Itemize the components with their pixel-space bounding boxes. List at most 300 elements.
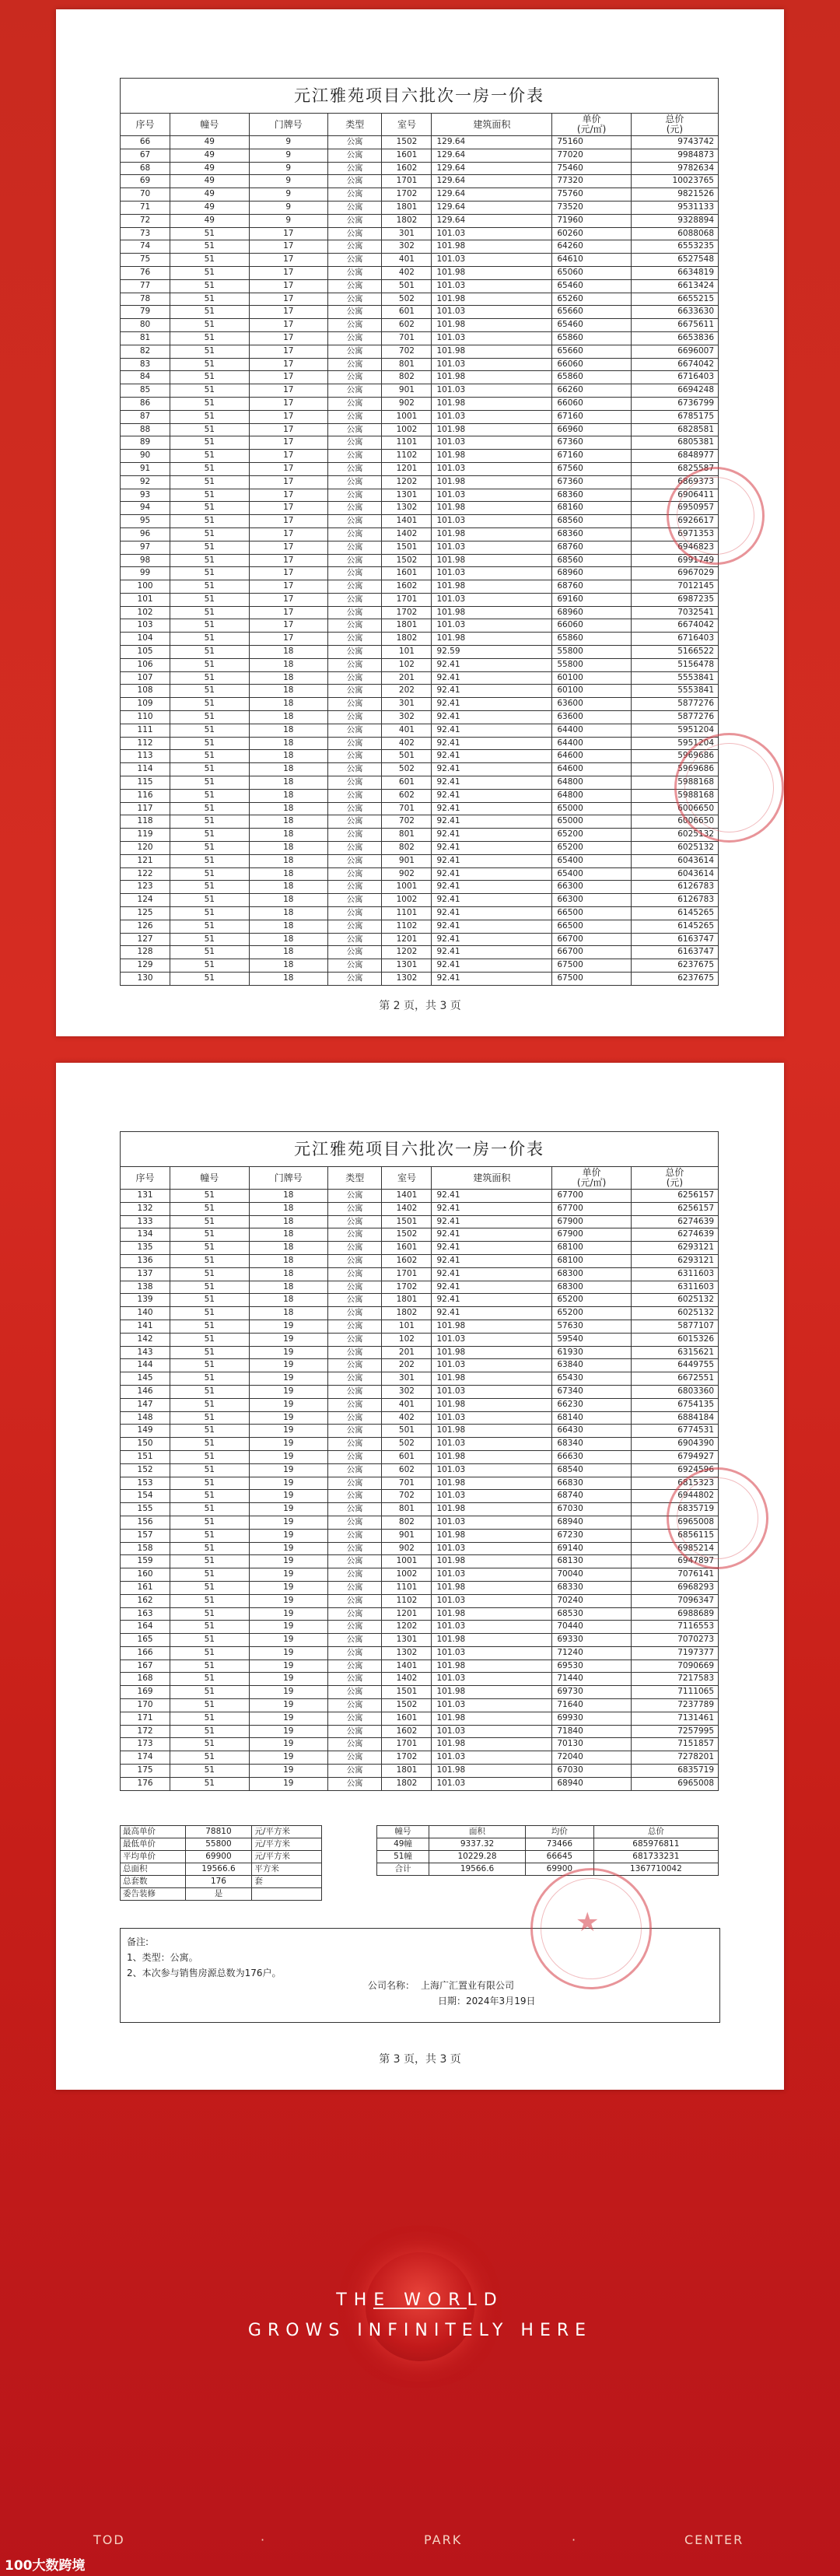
table-cell: 1301 [382, 1634, 432, 1647]
table-cell: 17 [249, 502, 327, 515]
table-cell: 公寓 [327, 397, 381, 410]
summary-cell: 69900 [526, 1863, 594, 1876]
table-cell: 68300 [552, 1281, 631, 1294]
table-cell: 51 [170, 1333, 249, 1346]
table-cell: 17 [249, 293, 327, 306]
table-cell: 6815323 [631, 1477, 718, 1490]
table-cell: 9743742 [631, 136, 718, 149]
table-cell: 51 [170, 737, 249, 750]
table-cell: 5156478 [631, 658, 718, 671]
table-cell: 9531133 [631, 201, 718, 214]
table-cell: 9 [249, 214, 327, 227]
table-cell: 18 [249, 763, 327, 776]
table-cell: 51 [170, 1725, 249, 1738]
table-cell: 19 [249, 1372, 327, 1386]
table-cell: 51 [170, 763, 249, 776]
table-cell: 19 [249, 1359, 327, 1372]
table-cell: 19 [249, 1398, 327, 1411]
company-name: 上海广汇置业有限公司 [421, 1980, 515, 1991]
table-cell: 75 [121, 254, 170, 267]
table-cell: 公寓 [327, 973, 381, 986]
table-cell: 1802 [382, 633, 432, 646]
table-cell: 67030 [552, 1503, 631, 1516]
table-cell: 92.41 [432, 815, 552, 829]
table-cell: 70 [121, 188, 170, 202]
company-label: 公司名称： [368, 1980, 415, 1991]
table-cell: 101.03 [432, 1751, 552, 1765]
table-cell: 6774531 [631, 1425, 718, 1438]
table-cell: 1701 [382, 1738, 432, 1751]
summary-cell: 总套数 [121, 1876, 186, 1888]
table-cell: 57630 [552, 1320, 631, 1333]
table-cell: 68360 [552, 527, 631, 541]
table-cell: 9 [249, 162, 327, 175]
table-cell: 101.03 [432, 1621, 552, 1634]
table-cell: 121 [121, 854, 170, 867]
table-cell: 51 [170, 410, 249, 423]
summary-cell: 73466 [526, 1838, 594, 1851]
table-cell: 149 [121, 1425, 170, 1438]
table-cell: 60260 [552, 227, 631, 240]
table-cell: 6835719 [631, 1503, 718, 1516]
table-cell: 146 [121, 1385, 170, 1398]
table-row [121, 1307, 719, 1320]
table-cell: 6674042 [631, 619, 718, 633]
table-cell: 1801 [382, 1294, 432, 1307]
table-cell: 88 [121, 423, 170, 436]
price-table-1 [120, 78, 719, 986]
table-cell: 7076141 [631, 1568, 718, 1582]
table-cell: 1602 [382, 1725, 432, 1738]
table-cell: 公寓 [327, 1529, 381, 1542]
table-cell: 51 [170, 1542, 249, 1555]
table-cell: 公寓 [327, 293, 381, 306]
table-cell: 150 [121, 1438, 170, 1451]
table-cell: 68360 [552, 489, 631, 502]
table-cell: 402 [382, 1411, 432, 1425]
table-cell: 6043614 [631, 867, 718, 881]
table-cell: 6163747 [631, 933, 718, 946]
table-cell: 71440 [552, 1673, 631, 1686]
table-cell: 68960 [552, 606, 631, 619]
table-row [121, 1503, 719, 1516]
table-row [121, 1594, 719, 1607]
column-header: 建筑面积 [432, 1167, 552, 1190]
table-cell: 51 [170, 658, 249, 671]
table-row [121, 1242, 719, 1255]
table-cell: 19 [249, 1621, 327, 1634]
table-cell: 6965008 [631, 1516, 718, 1529]
table-cell: 124 [121, 894, 170, 907]
table-cell: 151 [121, 1450, 170, 1463]
table-cell: 67230 [552, 1529, 631, 1542]
table-cell: 101.98 [432, 475, 552, 489]
table-cell: 92.41 [432, 907, 552, 920]
table-cell: 51 [170, 776, 249, 790]
table-cell: 51 [170, 1190, 249, 1203]
table-cell: 119 [121, 829, 170, 842]
table-cell: 92.41 [432, 1294, 552, 1307]
table-cell: 51 [170, 646, 249, 659]
summary-cell: 51幢 [377, 1851, 429, 1863]
table-cell: 公寓 [327, 201, 381, 214]
table-cell: 18 [249, 737, 327, 750]
table-cell: 139 [121, 1294, 170, 1307]
table-row [121, 1646, 719, 1660]
table-cell: 公寓 [327, 1281, 381, 1294]
table-cell: 51 [170, 319, 249, 332]
table-cell: 69930 [552, 1712, 631, 1725]
table-cell: 18 [249, 1307, 327, 1320]
table-cell: 101.98 [432, 1529, 552, 1542]
table-cell: 7257995 [631, 1725, 718, 1738]
table-cell: 902 [382, 867, 432, 881]
table-cell: 公寓 [327, 502, 381, 515]
table-cell: 129.64 [432, 149, 552, 162]
table-cell: 173 [121, 1738, 170, 1751]
table-cell: 18 [249, 907, 327, 920]
table-cell: 9 [249, 201, 327, 214]
table-cell: 51 [170, 685, 249, 698]
table-cell: 101.98 [432, 1503, 552, 1516]
table-cell: 66230 [552, 1398, 631, 1411]
table-cell: 51 [170, 254, 249, 267]
table-cell: 153 [121, 1477, 170, 1490]
table-row [121, 254, 719, 267]
table-cell: 65400 [552, 867, 631, 881]
summary-cell: 是 [185, 1888, 252, 1901]
table-cell: 101.98 [432, 1765, 552, 1778]
table-cell: 902 [382, 1542, 432, 1555]
table-cell: 19 [249, 1725, 327, 1738]
summary-cell: 元/平方米 [252, 1838, 322, 1851]
table-cell: 公寓 [327, 1398, 381, 1411]
table-cell: 67900 [552, 1215, 631, 1228]
table-cell: 6696007 [631, 345, 718, 358]
table-row [121, 1333, 719, 1346]
table-cell: 51 [170, 867, 249, 881]
table-cell: 51 [170, 1516, 249, 1529]
table-cell: 17 [249, 489, 327, 502]
summary-cell: 10229.28 [429, 1851, 526, 1863]
column-header: 序号 [121, 114, 170, 136]
table-cell: 101.03 [432, 306, 552, 319]
table-cell: 公寓 [327, 776, 381, 790]
table-cell: 公寓 [327, 854, 381, 867]
table-cell: 5553841 [631, 671, 718, 685]
table-row [121, 1751, 719, 1765]
table-cell: 82 [121, 345, 170, 358]
table-cell: 49 [170, 136, 249, 149]
table-cell: 66700 [552, 933, 631, 946]
table-cell: 159 [121, 1555, 170, 1568]
table-cell: 49 [170, 201, 249, 214]
table-cell: 71640 [552, 1699, 631, 1712]
table-cell: 7012145 [631, 580, 718, 594]
table-cell: 6971353 [631, 527, 718, 541]
summary-cell: 19566.6 [429, 1863, 526, 1876]
table-cell: 147 [121, 1398, 170, 1411]
summary-cell [252, 1888, 322, 1901]
table-cell: 6906411 [631, 489, 718, 502]
table-cell: 172 [121, 1725, 170, 1738]
table-cell: 公寓 [327, 1712, 381, 1725]
table-cell: 6785175 [631, 410, 718, 423]
table-cell: 公寓 [327, 894, 381, 907]
tod-word: TOD [93, 2532, 125, 2547]
table-cell: 101.98 [432, 371, 552, 384]
summary-cell: 最高单价 [121, 1826, 186, 1838]
table-cell: 公寓 [327, 1765, 381, 1778]
table-cell: 18 [249, 685, 327, 698]
table-cell: 51 [170, 279, 249, 293]
table-cell: 101.03 [432, 1646, 552, 1660]
table-cell: 公寓 [327, 515, 381, 528]
table-cell: 公寓 [327, 1673, 381, 1686]
table-cell: 1401 [382, 515, 432, 528]
table-row [121, 1477, 719, 1490]
table-cell: 145 [121, 1372, 170, 1386]
table-cell: 51 [170, 240, 249, 254]
table-cell: 701 [382, 331, 432, 345]
table-cell: 19 [249, 1529, 327, 1542]
table-cell: 6736799 [631, 397, 718, 410]
table-cell: 51 [170, 711, 249, 724]
table-cell: 101.98 [432, 554, 552, 567]
table-cell: 68760 [552, 580, 631, 594]
table-cell: 18 [249, 829, 327, 842]
table-row [121, 711, 719, 724]
tod-word: CENTER [684, 2532, 744, 2547]
table-cell: 101.03 [432, 331, 552, 345]
table-row [121, 1346, 719, 1359]
summary-cell: 1367710042 [593, 1863, 718, 1876]
table-cell: 101.03 [432, 410, 552, 423]
table-cell: 163 [121, 1607, 170, 1621]
table-cell: 51 [170, 1765, 249, 1778]
table-cell: 84 [121, 371, 170, 384]
table-cell: 301 [382, 698, 432, 711]
table-row [121, 802, 719, 815]
table-cell: 公寓 [327, 867, 381, 881]
table-cell: 18 [249, 959, 327, 973]
table-cell: 63600 [552, 698, 631, 711]
table-cell: 101.03 [432, 1673, 552, 1686]
table-cell: 公寓 [327, 1477, 381, 1490]
table-cell: 1401 [382, 1660, 432, 1673]
table-row [121, 1463, 719, 1477]
table-cell: 83 [121, 358, 170, 371]
table-cell: 6672551 [631, 1372, 718, 1386]
table-cell: 51 [170, 345, 249, 358]
table-cell: 87 [121, 410, 170, 423]
table-cell: 51 [170, 1254, 249, 1267]
table-cell: 1501 [382, 541, 432, 554]
table-cell: 公寓 [327, 188, 381, 202]
table-row [121, 436, 719, 450]
table-row [121, 671, 719, 685]
table-cell: 公寓 [327, 1372, 381, 1386]
table-cell: 51 [170, 1738, 249, 1751]
table-cell: 92.41 [432, 881, 552, 894]
table-cell: 101.03 [432, 1568, 552, 1582]
table-cell: 51 [170, 1777, 249, 1790]
table-cell: 51 [170, 1634, 249, 1647]
table-cell: 6449755 [631, 1359, 718, 1372]
doc-title: 元江雅苑项目六批次一房一价表 [120, 1131, 719, 1166]
table-cell: 6126783 [631, 894, 718, 907]
table-cell: 公寓 [327, 802, 381, 815]
table-cell: 6025132 [631, 1307, 718, 1320]
table-cell: 701 [382, 802, 432, 815]
table-cell: 105 [121, 646, 170, 659]
table-cell: 51 [170, 1712, 249, 1725]
table-cell: 157 [121, 1529, 170, 1542]
table-cell: 64400 [552, 737, 631, 750]
table-cell: 51 [170, 724, 249, 737]
table-cell: 501 [382, 1425, 432, 1438]
table-cell: 66430 [552, 1425, 631, 1438]
table-cell: 402 [382, 737, 432, 750]
table-cell: 9 [249, 188, 327, 202]
table-row [121, 201, 719, 214]
table-cell: 51 [170, 397, 249, 410]
table-cell: 51 [170, 541, 249, 554]
table-cell: 101.03 [432, 489, 552, 502]
table-cell: 19 [249, 1438, 327, 1451]
table-cell: 公寓 [327, 331, 381, 345]
table-cell: 101.98 [432, 1372, 552, 1386]
table-cell: 公寓 [327, 815, 381, 829]
table-cell: 1202 [382, 475, 432, 489]
table-cell: 92.41 [432, 973, 552, 986]
table-cell: 602 [382, 1463, 432, 1477]
table-cell: 51 [170, 1359, 249, 1372]
table-cell: 19 [249, 1712, 327, 1725]
table-cell: 公寓 [327, 410, 381, 423]
table-cell: 67160 [552, 410, 631, 423]
table-cell: 165 [121, 1634, 170, 1647]
table-cell: 125 [121, 907, 170, 920]
table-cell: 51 [170, 1686, 249, 1699]
table-cell: 65060 [552, 266, 631, 279]
table-cell: 1302 [382, 1646, 432, 1660]
document-page-2 [56, 9, 784, 1036]
table-cell: 1702 [382, 606, 432, 619]
table-cell: 92.41 [432, 1281, 552, 1294]
table-cell: 65200 [552, 829, 631, 842]
table-cell: 69730 [552, 1686, 631, 1699]
table-cell: 6924596 [631, 1463, 718, 1477]
table-cell: 301 [382, 227, 432, 240]
table-cell: 129.64 [432, 175, 552, 188]
table-cell: 92.41 [432, 763, 552, 776]
table-row [121, 842, 719, 855]
table-cell: 141 [121, 1320, 170, 1333]
table-cell: 71 [121, 201, 170, 214]
table-cell: 702 [382, 345, 432, 358]
table-cell: 602 [382, 789, 432, 802]
table-cell: 公寓 [327, 1621, 381, 1634]
table-cell: 64800 [552, 776, 631, 790]
summary-cell: 78810 [185, 1826, 252, 1838]
table-cell: 117 [121, 802, 170, 815]
table-cell: 公寓 [327, 227, 381, 240]
table-cell: 401 [382, 1398, 432, 1411]
table-cell: 公寓 [327, 1568, 381, 1582]
table-cell: 75460 [552, 162, 631, 175]
summary-cell: 55800 [185, 1838, 252, 1851]
table-cell: 6025132 [631, 829, 718, 842]
table-cell: 17 [249, 358, 327, 371]
table-cell: 67160 [552, 450, 631, 463]
table-cell: 68340 [552, 1438, 631, 1451]
column-header: 序号 [121, 1167, 170, 1190]
table-cell: 51 [170, 502, 249, 515]
table-cell: 51 [170, 1242, 249, 1255]
table-row [121, 1281, 719, 1294]
table-cell: 99 [121, 567, 170, 580]
table-cell: 80 [121, 319, 170, 332]
table-cell: 1102 [382, 1594, 432, 1607]
table-cell: 601 [382, 776, 432, 790]
table-row [121, 1607, 719, 1621]
table-cell: 169 [121, 1686, 170, 1699]
table-cell: 17 [249, 254, 327, 267]
table-cell: 6716403 [631, 633, 718, 646]
table-cell: 101.03 [432, 567, 552, 580]
table-cell: 6950957 [631, 502, 718, 515]
table-cell: 6805381 [631, 436, 718, 450]
table-row [121, 1529, 719, 1542]
table-cell: 7237789 [631, 1699, 718, 1712]
table-cell: 7278201 [631, 1751, 718, 1765]
table-cell: 17 [249, 515, 327, 528]
table-cell: 51 [170, 1228, 249, 1242]
table-cell: 65660 [552, 306, 631, 319]
table-cell: 101.03 [432, 1385, 552, 1398]
table-cell: 51 [170, 894, 249, 907]
table-cell: 6926617 [631, 515, 718, 528]
table-cell: 49 [170, 214, 249, 227]
table-cell: 92.41 [432, 698, 552, 711]
table-cell: 1701 [382, 1267, 432, 1281]
table-cell: 49 [170, 149, 249, 162]
table-row [121, 1621, 719, 1634]
table-cell: 19 [249, 1594, 327, 1607]
table-cell: 公寓 [327, 214, 381, 227]
table-row [121, 371, 719, 384]
table-row [121, 266, 719, 279]
table-cell: 51 [170, 1568, 249, 1582]
table-cell: 1502 [382, 1228, 432, 1242]
table-cell: 公寓 [327, 1320, 381, 1333]
table-row [121, 554, 719, 567]
table-cell: 18 [249, 711, 327, 724]
table-row [121, 1686, 719, 1699]
table-cell: 公寓 [327, 1242, 381, 1255]
table-cell: 164 [121, 1621, 170, 1634]
table-cell: 17 [249, 436, 327, 450]
table-cell: 6633630 [631, 306, 718, 319]
table-cell: 802 [382, 1516, 432, 1529]
table-cell: 17 [249, 240, 327, 254]
table-cell: 101.03 [432, 462, 552, 475]
table-cell: 51 [170, 331, 249, 345]
table-cell: 136 [121, 1254, 170, 1267]
table-cell: 6315621 [631, 1346, 718, 1359]
table-cell: 142 [121, 1333, 170, 1346]
